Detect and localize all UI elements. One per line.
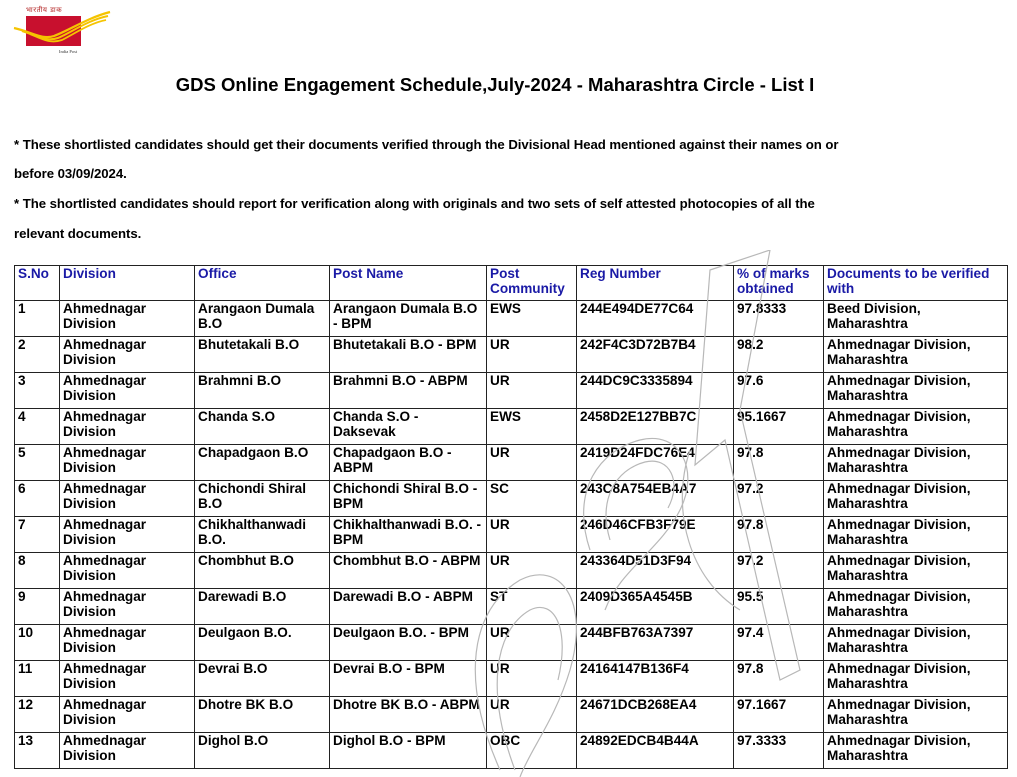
cell-division: Ahmednagar Division bbox=[60, 301, 195, 337]
cell-sno: 4 bbox=[15, 409, 60, 445]
cell-community: UR bbox=[487, 697, 577, 733]
cell-marks: 97.8 bbox=[734, 661, 824, 697]
instruction-note-1: * These shortlisted candidates should get their documents verified through the Divisional Head mentioned against their names on or bbox=[14, 137, 839, 152]
cell-post-name: Chanda S.O - Daksevak bbox=[330, 409, 487, 445]
cell-marks: 97.1667 bbox=[734, 697, 824, 733]
cell-community: UR bbox=[487, 553, 577, 589]
cell-verify-with: Ahmednagar Division, Maharashtra bbox=[824, 373, 1008, 409]
cell-community: EWS bbox=[487, 409, 577, 445]
cell-reg-number: 244DC9C3335894 bbox=[577, 373, 734, 409]
cell-sno: 2 bbox=[15, 337, 60, 373]
cell-verify-with: Ahmednagar Division, Maharashtra bbox=[824, 481, 1008, 517]
column-header-post-name: Post Name bbox=[330, 266, 487, 301]
cell-division: Ahmednagar Division bbox=[60, 589, 195, 625]
table-row bbox=[15, 445, 1008, 481]
cell-community: UR bbox=[487, 661, 577, 697]
table-row bbox=[15, 553, 1008, 589]
cell-verify-with: Ahmednagar Division, Maharashtra bbox=[824, 733, 1008, 769]
india-post-logo-icon bbox=[12, 6, 107, 58]
cell-verify-with: Ahmednagar Division, Maharashtra bbox=[824, 589, 1008, 625]
cell-post-name: Devrai B.O - BPM bbox=[330, 661, 487, 697]
column-header-office: Office bbox=[195, 266, 330, 301]
cell-post-name: Chichondi Shiral B.O - BPM bbox=[330, 481, 487, 517]
cell-office: Dhotre BK B.O bbox=[195, 697, 330, 733]
cell-sno: 1 bbox=[15, 301, 60, 337]
cell-office: Deulgaon B.O. bbox=[195, 625, 330, 661]
column-header-verify-with: Documents to be verified with bbox=[824, 266, 1008, 301]
cell-community: ST bbox=[487, 589, 577, 625]
cell-post-name: Dighol B.O - BPM bbox=[330, 733, 487, 769]
table-row bbox=[15, 337, 1008, 373]
cell-post-name: Darewadi B.O - ABPM bbox=[330, 589, 487, 625]
cell-community: EWS bbox=[487, 301, 577, 337]
cell-division: Ahmednagar Division bbox=[60, 373, 195, 409]
cell-verify-with: Ahmednagar Division, Maharashtra bbox=[824, 661, 1008, 697]
cell-division: Ahmednagar Division bbox=[60, 337, 195, 373]
instruction-note-2-cont: relevant documents. bbox=[14, 226, 142, 241]
cell-office: Bhutetakali B.O bbox=[195, 337, 330, 373]
table-row bbox=[15, 697, 1008, 733]
logo-swoosh-icon bbox=[12, 6, 112, 51]
cell-sno: 3 bbox=[15, 373, 60, 409]
table-row bbox=[15, 661, 1008, 697]
cell-reg-number: 24164147B136F4 bbox=[577, 661, 734, 697]
table-row bbox=[15, 409, 1008, 445]
cell-reg-number: 2409D365A4545B bbox=[577, 589, 734, 625]
cell-division: Ahmednagar Division bbox=[60, 481, 195, 517]
logo-hindi-text: भारतीय डाक bbox=[26, 6, 63, 14]
cell-post-name: Chombhut B.O - ABPM bbox=[330, 553, 487, 589]
cell-sno: 6 bbox=[15, 481, 60, 517]
cell-marks: 97.8 bbox=[734, 445, 824, 481]
cell-reg-number: 24671DCB268EA4 bbox=[577, 697, 734, 733]
cell-community: UR bbox=[487, 337, 577, 373]
cell-verify-with: Ahmednagar Division, Maharashtra bbox=[824, 409, 1008, 445]
cell-office: Dighol B.O bbox=[195, 733, 330, 769]
table-row bbox=[15, 481, 1008, 517]
cell-post-name: Bhutetakali B.O - BPM bbox=[330, 337, 487, 373]
cell-marks: 97.2 bbox=[734, 481, 824, 517]
cell-marks: 97.4 bbox=[734, 625, 824, 661]
cell-sno: 11 bbox=[15, 661, 60, 697]
cell-verify-with: Ahmednagar Division, Maharashtra bbox=[824, 553, 1008, 589]
cell-reg-number: 243C8A754EB4A7 bbox=[577, 481, 734, 517]
cell-division: Ahmednagar Division bbox=[60, 697, 195, 733]
instruction-note-1-cont: before 03/09/2024. bbox=[14, 166, 127, 181]
cell-office: Devrai B.O bbox=[195, 661, 330, 697]
engagement-schedule-table bbox=[14, 265, 1008, 769]
cell-post-name: Deulgaon B.O. - BPM bbox=[330, 625, 487, 661]
cell-sno: 7 bbox=[15, 517, 60, 553]
cell-reg-number: 243364D51D3F94 bbox=[577, 553, 734, 589]
cell-verify-with: Ahmednagar Division, Maharashtra bbox=[824, 445, 1008, 481]
cell-division: Ahmednagar Division bbox=[60, 553, 195, 589]
cell-marks: 95.5 bbox=[734, 589, 824, 625]
cell-reg-number: 2419D24FDC76E4 bbox=[577, 445, 734, 481]
cell-sno: 12 bbox=[15, 697, 60, 733]
table-header-row bbox=[15, 266, 1008, 301]
table-row bbox=[15, 301, 1008, 337]
cell-marks: 98.2 bbox=[734, 337, 824, 373]
table-row bbox=[15, 373, 1008, 409]
cell-reg-number: 2458D2E127BB7C bbox=[577, 409, 734, 445]
cell-verify-with: Ahmednagar Division, Maharashtra bbox=[824, 625, 1008, 661]
table-row bbox=[15, 589, 1008, 625]
cell-division: Ahmednagar Division bbox=[60, 733, 195, 769]
cell-office: Chikhalthanwadi B.O. bbox=[195, 517, 330, 553]
cell-office: Arangaon Dumala B.O bbox=[195, 301, 330, 337]
cell-community: OBC bbox=[487, 733, 577, 769]
cell-division: Ahmednagar Division bbox=[60, 661, 195, 697]
cell-office: Chapadgaon B.O bbox=[195, 445, 330, 481]
cell-sno: 9 bbox=[15, 589, 60, 625]
column-header-sno: S.No bbox=[15, 266, 60, 301]
cell-community: SC bbox=[487, 481, 577, 517]
cell-marks: 97.2 bbox=[734, 553, 824, 589]
cell-community: UR bbox=[487, 445, 577, 481]
cell-verify-with: Ahmednagar Division, Maharashtra bbox=[824, 517, 1008, 553]
cell-office: Darewadi B.O bbox=[195, 589, 330, 625]
cell-post-name: Arangaon Dumala B.O - BPM bbox=[330, 301, 487, 337]
cell-sno: 13 bbox=[15, 733, 60, 769]
cell-office: Chichondi Shiral B.O bbox=[195, 481, 330, 517]
logo-caption: India Post bbox=[59, 49, 78, 54]
table-row bbox=[15, 733, 1008, 769]
table-row bbox=[15, 625, 1008, 661]
cell-marks: 95.1667 bbox=[734, 409, 824, 445]
page-title: GDS Online Engagement Schedule,July-2024 - Maharashtra Circle - List I bbox=[175, 74, 815, 95]
cell-community: UR bbox=[487, 625, 577, 661]
cell-division: Ahmednagar Division bbox=[60, 445, 195, 481]
column-header-reg-number: Reg Number bbox=[577, 266, 734, 301]
cell-post-name: Chapadgaon B.O - ABPM bbox=[330, 445, 487, 481]
cell-post-name: Dhotre BK B.O - ABPM bbox=[330, 697, 487, 733]
cell-marks: 97.6 bbox=[734, 373, 824, 409]
cell-post-name: Brahmni B.O - ABPM bbox=[330, 373, 487, 409]
cell-division: Ahmednagar Division bbox=[60, 409, 195, 445]
table-row bbox=[15, 517, 1008, 553]
cell-sno: 10 bbox=[15, 625, 60, 661]
column-header-marks: % of marks obtained bbox=[734, 266, 824, 301]
cell-marks: 97.3333 bbox=[734, 733, 824, 769]
cell-verify-with: Beed Division, Maharashtra bbox=[824, 301, 1008, 337]
cell-reg-number: 244BFB763A7397 bbox=[577, 625, 734, 661]
cell-reg-number: 246D46CFB3F79E bbox=[577, 517, 734, 553]
cell-verify-with: Ahmednagar Division, Maharashtra bbox=[824, 697, 1008, 733]
cell-division: Ahmednagar Division bbox=[60, 625, 195, 661]
instruction-note-2: * The shortlisted candidates should report for verification along with originals and two sets of self attested photocopies of all the bbox=[14, 196, 815, 211]
cell-division: Ahmednagar Division bbox=[60, 517, 195, 553]
cell-community: UR bbox=[487, 517, 577, 553]
cell-sno: 8 bbox=[15, 553, 60, 589]
cell-sno: 5 bbox=[15, 445, 60, 481]
cell-marks: 97.8 bbox=[734, 517, 824, 553]
cell-office: Brahmni B.O bbox=[195, 373, 330, 409]
cell-reg-number: 244E494DE77C64 bbox=[577, 301, 734, 337]
column-header-division: Division bbox=[60, 266, 195, 301]
cell-community: UR bbox=[487, 373, 577, 409]
cell-post-name: Chikhalthanwadi B.O. - BPM bbox=[330, 517, 487, 553]
cell-reg-number: 24892EDCB4B44A bbox=[577, 733, 734, 769]
cell-verify-with: Ahmednagar Division, Maharashtra bbox=[824, 337, 1008, 373]
cell-office: Chanda S.O bbox=[195, 409, 330, 445]
column-header-post-community: Post Community bbox=[487, 266, 577, 301]
cell-office: Chombhut B.O bbox=[195, 553, 330, 589]
cell-reg-number: 242F4C3D72B7B4 bbox=[577, 337, 734, 373]
cell-marks: 97.8333 bbox=[734, 301, 824, 337]
